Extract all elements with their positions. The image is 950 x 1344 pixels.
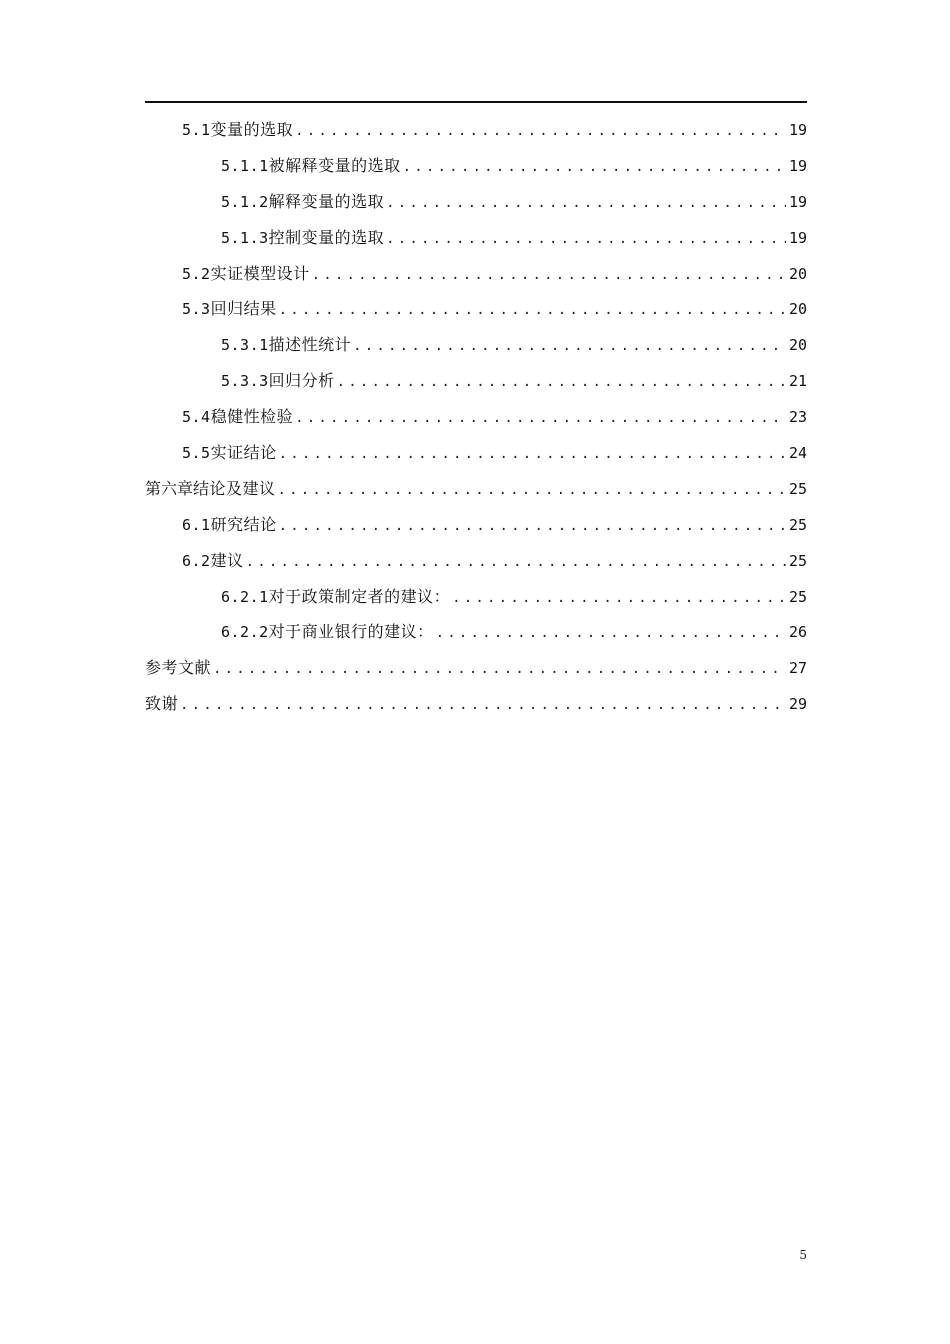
toc-entry-acknowledgements[interactable] [145,686,807,722]
toc-entry-6-1[interactable] [145,507,807,543]
toc-entry-number: 5.1.2 [221,192,269,211]
toc-entry-6-2-2[interactable] [145,614,807,650]
toc-entry-number: 5.1 [182,121,211,139]
toc-entry-5-4[interactable] [145,399,807,435]
toc-entry-number: 5.3 [182,300,211,319]
toc-entry-title: 对于商业银行的建议： [268,622,434,642]
toc-entry-5-3-3[interactable] [145,363,807,399]
toc-entry-number: 5.4 [182,408,211,427]
toc-dot-leader [278,473,786,509]
toc-entry-references[interactable] [145,650,807,686]
toc-entry-title: 稳健性检验 [210,407,294,427]
toc-entry-page: 19 [788,228,807,247]
toc-entry-page: 21 [788,372,807,391]
toc-entry-page: 20 [788,300,807,319]
toc-entry-title: 实证结论 [210,443,277,463]
toc-entry-page: 25 [788,479,807,498]
toc-entry-number: 6.2.2 [221,623,269,642]
toc-entry-title: 对于政策制定者的建议： [268,586,451,606]
toc-entry-number: 5.1.3 [221,228,269,247]
toc-entry-title: 参考文献 [145,658,212,678]
toc-entry-5-1-1[interactable] [145,148,807,184]
toc-entry-chapter-6[interactable] [145,471,807,507]
toc-entry-5-1-2[interactable] [145,184,807,220]
toc-entry-page: 23 [788,408,807,427]
toc-entry-number: 6.1 [182,515,211,534]
toc-dot-leader [386,186,786,222]
toc-entry-title: 被解释变量的选取 [268,155,401,175]
toc-entry-page: 25 [788,587,807,606]
toc-entry-number: 5.1.1 [221,156,269,175]
toc-dot-leader [213,652,786,688]
toc-entry-title: 实证模型设计 [210,263,310,283]
toc-entry-page: 27 [788,659,807,678]
toc-entry-title: 致谢 [145,694,179,714]
toc-entry-number: 5.2 [182,264,211,283]
toc-dot-leader [353,329,786,365]
toc-entry-5-3-1[interactable] [145,327,807,363]
page-number: 5 [799,1248,807,1262]
toc-dot-leader [279,437,786,473]
toc-entry-5-1[interactable] [145,112,807,148]
toc-entry-page: 20 [788,264,807,283]
toc-entry-title: 建议 [210,550,244,570]
toc-entry-title: 控制变量的选取 [268,227,385,247]
toc-entry-5-2[interactable] [145,256,807,292]
toc-dot-leader [452,581,786,617]
toc-entry-number: 第六章 [145,478,194,498]
toc-entry-page: 19 [788,192,807,211]
toc-dot-leader [246,545,786,581]
toc-entry-number: 6.2.1 [221,587,269,606]
toc-entry-page: 25 [788,515,807,534]
toc-entry-title: 回归分析 [268,371,335,391]
toc-dot-leader [279,293,786,329]
toc-entry-5-5[interactable] [145,435,807,471]
toc-entry-title: 研究结论 [210,514,277,534]
toc-entry-page: 29 [788,695,807,714]
toc-entry-title: 变量的选取 [210,120,294,139]
toc-entry-title: 描述性统计 [268,335,352,355]
toc-dot-leader [295,401,786,437]
toc-dot-leader [436,616,786,652]
toc-entry-page: 19 [788,156,807,175]
toc-entry-number: 5.5 [182,444,211,463]
toc-entry-6-2[interactable] [145,543,807,579]
toc-dot-leader [295,114,786,150]
toc-entry-number: 5.3.3 [221,372,269,391]
toc-dot-leader [180,688,786,724]
toc-dot-leader [403,150,786,186]
toc-entry-6-2-1[interactable] [145,579,807,615]
table-of-contents [145,112,807,722]
header-rule [145,101,807,103]
toc-entry-5-3[interactable] [145,291,807,327]
toc-entry-page: 24 [788,444,807,463]
toc-dot-leader [312,258,786,294]
toc-entry-page: 25 [788,551,807,570]
toc-entry-page: 20 [788,336,807,355]
toc-dot-leader [337,365,786,401]
toc-entry-title: 结论及建议 [193,478,276,498]
toc-entry-5-1-3[interactable] [145,220,807,256]
toc-entry-number: 6.2 [182,551,211,570]
toc-dot-leader [386,222,786,258]
toc-dot-leader [279,509,786,545]
toc-entry-title: 回归结果 [210,299,277,319]
toc-entry-page: 26 [788,623,807,642]
toc-entry-number: 5.3.1 [221,336,269,355]
toc-entry-title: 解释变量的选取 [268,191,385,211]
toc-entry-page: 19 [788,121,807,139]
